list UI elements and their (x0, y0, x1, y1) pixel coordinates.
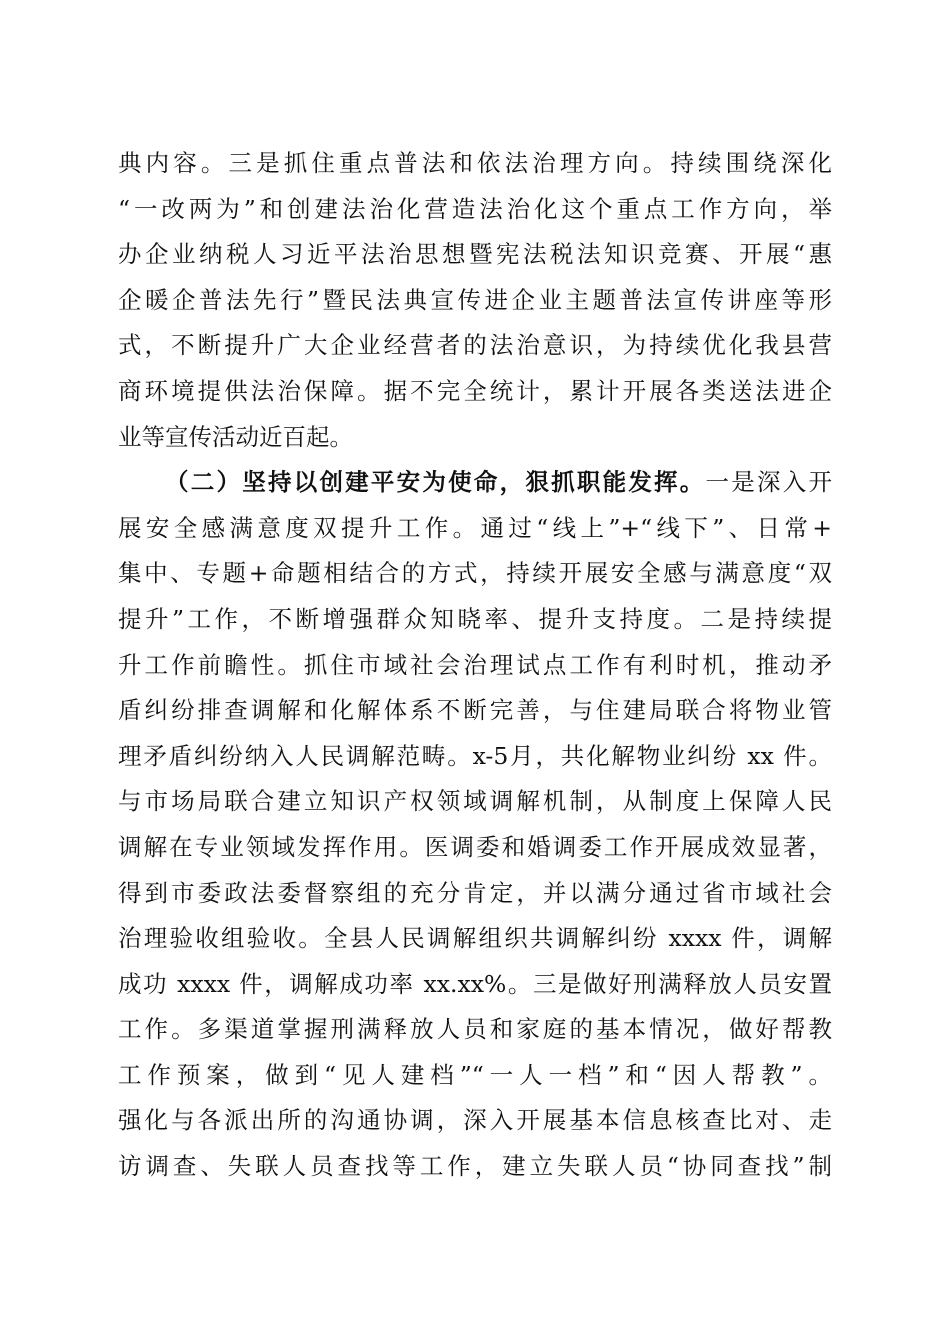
text-line: 强化与各派出所的沟通协调，深入开展基本信息核查比对、走 (118, 1106, 832, 1135)
text-line: 集中、专题+命题相结合的方式，持续开展安全感与满意度“双 (118, 559, 832, 588)
text-line: 得到市委政法委督察组的充分肯定，并以满分通过省市域社会 (118, 878, 832, 907)
text-line: 治理验收组验收。全县人民调解组织共调解纠纷 xxxx 件，调解 (118, 924, 832, 953)
text-line-heading (118, 460, 832, 506)
paragraph-2 (118, 460, 832, 1190)
text-line: 工作。多渠道掌握刑满释放人员和家庭的基本情况，做好帮教 (118, 1015, 832, 1044)
text-line: 式，不断提升广大企业经营者的法治意识，为持续优化我县营 (118, 331, 832, 360)
text-line: 调解在专业领域发挥作用。医调委和婚调委工作开展成效显著， (118, 832, 832, 861)
text-line: 商环境提供法治保障。据不完全统计，累计开展各类送法进企 (118, 376, 832, 405)
text-line: 升工作前瞻性。抓住市域社会治理试点工作有利时机，推动矛 (118, 650, 832, 679)
text-line: 展安全感满意度双提升工作。通过“线上”+“线下”、日常+ (118, 513, 832, 542)
text-line: 访调查、失联人员查找等工作，建立失联人员“协同查找”制 (118, 1152, 832, 1181)
section-heading: （二）坚持以创建平安为使命，狠抓职能发挥。 (165, 468, 706, 497)
text-line: 提升”工作，不断增强群众知晓率、提升支持度。二是持续提 (118, 604, 832, 633)
text-line: 盾纠纷排查调解和化解体系不断完善，与住建局联合将物业管 (118, 696, 832, 725)
text-line: 工作预案，做到“见人建档”“一人一档”和“因人帮教”。 (118, 1060, 832, 1089)
text-line: 与市场局联合建立知识产权领域调解机制，从制度上保障人民 (118, 787, 832, 816)
text-line: “一改两为”和创建法治化营造法治化这个重点工作方向，举 (118, 194, 832, 223)
text-line: 成功 xxxx 件，调解成功率 xx.xx%。三是做好刑满释放人员安置 (118, 969, 832, 998)
text-line: 典内容。三是抓住重点普法和依法治理方向。持续围绕深化 (118, 149, 832, 177)
document-body (118, 141, 832, 1190)
text-line: 理矛盾纠纷纳入人民调解范畴。x-5月，共化解物业纠纷 xx 件。 (118, 741, 832, 770)
text-line: 办企业纳税人习近平法治思想暨宪法税法知识竞赛、开展“惠 (118, 240, 832, 269)
paragraph-1 (118, 141, 832, 460)
text-line: 企暖企普法先行”暨民法典宣传进企业主题普法宣传讲座等形 (118, 285, 832, 314)
heading-line-rest: 一是深入开 (705, 468, 833, 497)
text-line: 业等宣传活动近百起。 (118, 422, 353, 451)
